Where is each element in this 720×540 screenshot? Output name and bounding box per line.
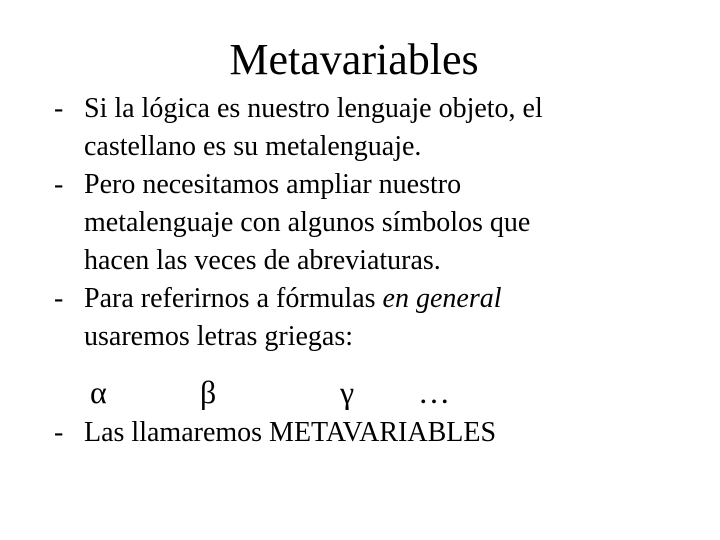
bullet-line [84,280,654,318]
bullet-text [84,166,654,280]
bullet-item [54,166,654,280]
bullet-line-text: Para referirnos a fórmulas [84,283,383,314]
bullet-text [84,414,654,452]
gamma-symbol: γ [340,374,355,410]
bullet-line: Si la lógica es nuestro lenguaje objeto, el [84,93,543,124]
bullet-line: hacen las veces de abreviaturas. [84,245,441,276]
bullet-text [84,90,654,166]
bullet-dash: - [54,169,64,200]
bullet-line: usaremos letras griegas: [84,321,354,352]
beta-symbol: β [200,374,217,410]
bullet-dash: - [54,417,64,448]
bullet-line: Las llamaremos METAVARIABLES [84,417,497,448]
bullet-line: Pero necesitamos ampliar nuestro [84,169,462,200]
bullet-dash: - [54,93,64,124]
ellipsis-symbol: … [418,374,450,410]
greek-symbols-row [0,370,720,414]
bullet-line: castellano es su metalenguaje. [84,131,422,162]
italic-phrase: en general [382,283,502,314]
bullet-line: metalenguaje con algunos símbolos que [84,207,531,238]
bullet-item [54,90,654,166]
bullet-text [84,280,654,356]
bullet-dash: - [54,283,64,314]
bullet-item [54,280,654,356]
slide-title: Metavariables [229,35,479,84]
alpha-symbol: α [90,374,107,410]
bullet-item [54,414,654,452]
